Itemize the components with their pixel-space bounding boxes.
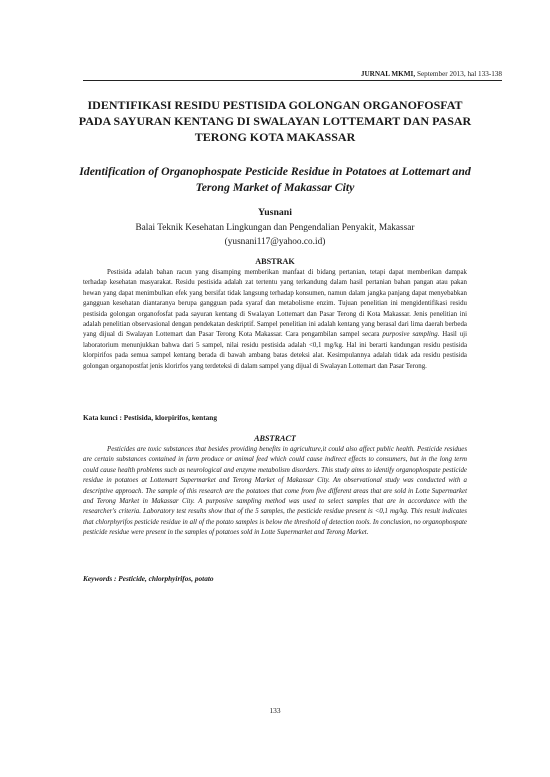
abstrak-body-part-2: . Hasil uji laboratorium menunjukkan bahwa dari 5 sampel, nilai residu pestisida adalah <0,1 mg/kg. Hal ini berarti kandungan residu pestisida klorpirifos pada semua sampel kentang berada di bawah ambang batas deteksi alat. Kesimpulannya adalah tidak ada residu pestisida golongan organopostfat jenis klorirfos yang terdeteksi di dalam sampel yang dijual di Swalayan Lottemart dan Pasar Terong. [83,331,467,370]
abstract-heading: ABSTRACT [254,434,296,443]
author-affiliation: Balai Teknik Kesehatan Lingkungan dan Pengendalian Penyakit, Makassar [135,223,415,233]
journal-issue: September 2013, hal 133-138 [416,70,502,78]
header-rule [83,80,502,81]
journal-name: JURNAL MKMI, [360,70,416,78]
paper-title-english: Identification of Organophospate Pesticide Residue in Potatoes at Lottemart and Terong Market of Makassar City [79,164,471,194]
page-number: 133 [269,706,281,715]
author-name: Yusnani [258,207,292,218]
author-email: (yusnani117@yahoo.co.id) [224,237,326,247]
abstrak-keywords: Kata kunci : Pestisida, klorpirifos, kentang [83,413,217,422]
author-affiliation-block [0,221,550,249]
abstrak-method-term: purposive sampling [382,331,438,339]
abstract-keywords: Keywords : Pesticide, chlorphyirifos, potato [83,574,214,583]
abstrak-body [83,268,467,372]
journal-header [361,70,502,78]
abstrak-heading: ABSTRAK [255,257,295,266]
abstract-body: Pesticides are toxic substances that besides providing benefits in agriculture,it could also affect public health. Pesticide residues are certain substances contained in farm produce or animal feed which could cause indirect effects to consumers, but in the long term could cause health problems such as neurological and enzyme metabolism disorders. This study aims to identify organophospate pesticide residue in potatoes at Lottemart Supermarket and Terong Market of Makassar City. An observational study was conducted with a descriptive approach. The sample of this research are the potatoes that come from five different areas that are sold in Lotte Supermarket and Terong Market in Makassar City. A purposive sampling method was used to select samples that are in accordance with the researcher's criteria. Laboratory test results show that of the 5 samples, the pesticide residue present is <0,1 mg/kg. This result indicates that chlorphyrifos pesticide residue in all of the potato samples is below the threshold of detection tools. In conclusion, no organophospate pesticide residue were present in the samples of potatoes sold in Lotte Supermarket and Terong Market. [83,446,467,537]
paper-title-indonesian: IDENTIFIKASI RESIDU PESTISIDA GOLONGAN ORGANOFOSFAT PADA SAYURAN KENTANG DI SWALAYAN LOTTEMART DAN PASAR TERONG KOTA MAKASSAR [78,98,472,144]
abstrak-body-part-1: Pestisida adalah bahan racun yang disamping memberikan manfaat di bidang pertanian, tetapi dapat memberikan dampak terhadap kesehatan masyarakat. Residu pestisida adalah zat tertentu yang terkandung dalam hasil pertanian bahan pangan atau pakan hewan yang dapat menimbulkan efek yang bersifat tidak langsung terhadap konsumen, namun dalam jangka panjang dapat menyebabkan gangguan kesehatan diantaranya berupa gangguan pada syaraf dan metabolisme enzim. Tujuan penelitian ini mengidentifikasi residu pestisida golongan organofosfat pada sayuran kentang di Swalayan Lottemart dan Pasar Terong di Kota Makassar. Jenis penelitian ini adalah penelitian observasional dengan pendekatan deskriptif. Sampel penelitian ini adalah kentang yang berasal dari lima daerah berbeda yang dijual di Swalayan Lottemart dan Pasar Terong Kota Makassar. Cara pengambilan sampel secara [83,269,467,339]
